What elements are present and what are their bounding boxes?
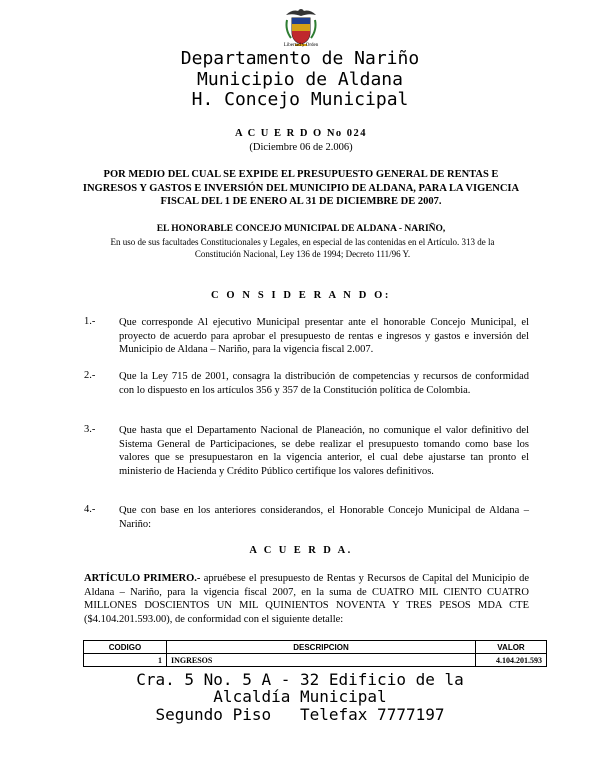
table-header-row — [84, 641, 547, 654]
table-row — [84, 654, 547, 667]
footer-phone: Segundo Piso Telefax 7777197 — [155, 705, 445, 724]
considerando-heading: C O N S I D E R A N D O: — [211, 290, 391, 301]
header-municipality: Municipio de Aldana — [197, 69, 403, 90]
column-header-descripcion: DESCRIPCION — [167, 641, 476, 654]
footer-building: Alcaldía Municipal — [213, 687, 387, 706]
agreement-title: POR MEDIO DEL CUAL SE EXPIDE EL PRESUPUESTO GENERAL DE RENTAS E INGRESOS Y GASTOS E INVERSIÓN DEL MUNICIPIO DE ALDANA, PARA LA VIGENCIA FISCAL DEL 1 DE ENERO AL 31 DE DICIEMBRE DE 2007. — [82, 169, 520, 207]
article-first-text: apruébese el presupuesto de Rentas y Recursos de Capital del Municipio de Aldana – Nariño, para la vigencia fiscal 2007, en la suma de CUATRO MIL CIENTO CUATRO MILLONES DOSCIENTOS UN MIL QUINIENTOS NOVENTA Y TRES PESOS MDA CTE ($4.104.201.593.00), de conformidad con el siguiente detalle: — [84, 573, 529, 625]
header-department: Departamento de Nariño — [180, 48, 420, 69]
budget-table — [83, 640, 547, 667]
cell-codigo: 1 — [84, 654, 167, 667]
article-first-label: ARTÍCULO PRIMERO.- — [84, 573, 201, 584]
considerando-paragraph: Que hasta que el Departamento Nacional de Planeación, no comunique el valor definitivo del Sistema General de Participaciones, se debe realizar el presupuesto tomando como base los valores que se presupuestaron en la vigencia anterior, el cual debe ajustarse tan pronto el ministerio de Hacienda y Crédito Público certifique los valores definitivos. — [119, 425, 529, 477]
considerando-number: 4.- — [84, 504, 96, 515]
column-header-codigo: CODIGO — [84, 641, 167, 654]
column-header-valor: VALOR — [476, 641, 547, 654]
authority-powers: En uso de sus facultades Constitucionales y Legales, en especial de las contenidas en el Artículo. 313 de la Constitución Nacional, Ley 136 de 1994; Decreto 111/96 Y. — [110, 237, 495, 259]
considerando-paragraph: Que corresponde Al ejecutivo Municipal presentar ante el honorable Concejo Municipal, el proyecto de acuerdo para aprobar el presupuesto de rentas e ingresos y gastos e inversión del Municipio de Aldana – Nariño, para la vigencia fiscal 2.007. — [119, 317, 529, 355]
considerando-paragraph: Que con base en los anteriores considerandos, el Honorable Concejo Municipal de Aldana – Nariño: — [119, 505, 529, 530]
footer-address: Cra. 5 No. 5 A - 32 Edificio de la — [136, 670, 464, 689]
considerando-number: 3.- — [84, 424, 96, 435]
agreement-number: A C U E R D O No 024 — [234, 128, 368, 139]
considerando-paragraph: Que la Ley 715 de 2001, consagra la distribución de competencias y recursos de conformidad con lo dispuesto en los artículos 356 y 357 de la Constitución política de Colombia. — [119, 371, 529, 396]
considerando-number: 1.- — [84, 316, 96, 327]
cell-valor: 4.104.201.593 — [476, 654, 547, 667]
authority-body: EL HONORABLE CONCEJO MUNICIPAL DE ALDANA - NARIÑO, — [156, 224, 446, 234]
header-council: H. Concejo Municipal — [191, 89, 409, 110]
agreement-date: (Diciembre 06 de 2.006) — [249, 142, 353, 153]
acuerda-heading: A C U E R D A. — [249, 545, 353, 556]
crest-motto: Libertad y Orden — [283, 43, 319, 48]
considerando-number: 2.- — [84, 370, 96, 381]
article-first — [84, 572, 529, 626]
colombia-coat-of-arms-icon — [283, 6, 319, 48]
cell-descripcion: INGRESOS — [167, 654, 476, 667]
